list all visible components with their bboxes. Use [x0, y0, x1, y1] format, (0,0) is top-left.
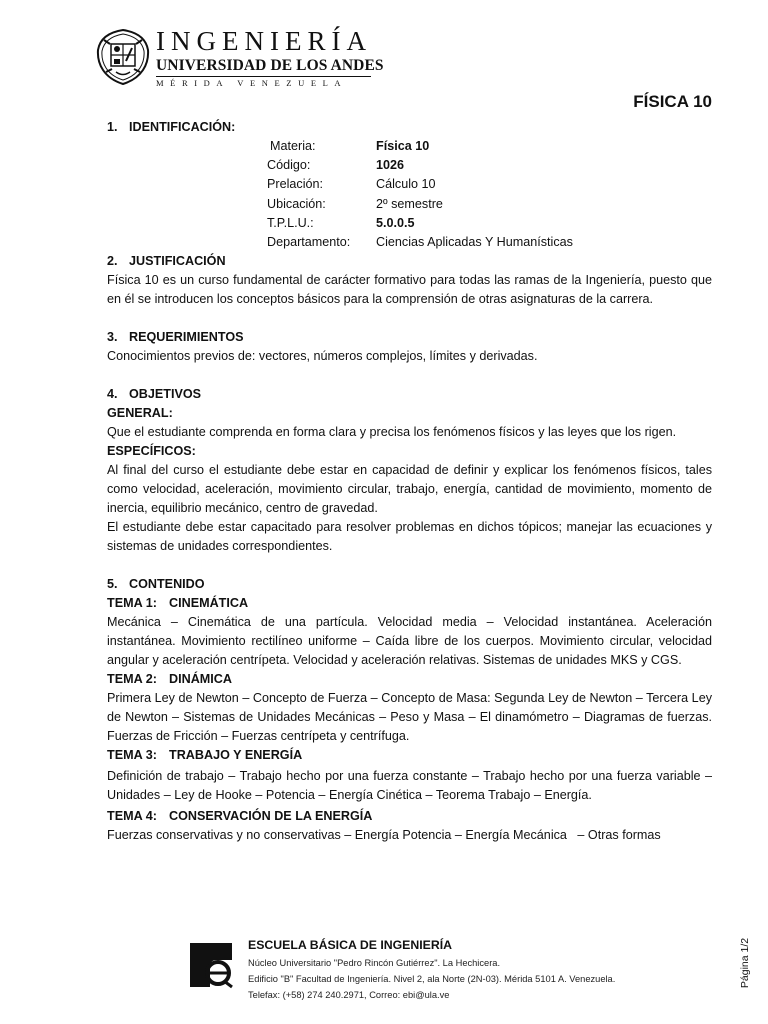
- footer-contact: Telefax: (+58) 274 240.2971, Correo: ebi@ula.ve: [248, 990, 450, 1000]
- school-footer: [186, 938, 646, 1008]
- objetivos-especificos-label: ESPECÍFICOS:: [107, 444, 196, 459]
- section-number: 1.: [107, 120, 118, 134]
- table-row: [267, 175, 573, 194]
- tema-text: Mecánica – Cinemática de una partícula. Velocidad media – Velocidad instantánea. Aceleración instantánea. Movimiento rectilíneo uniforme – Caída libre de los cuerpos. Movimiento circular, velocidad angular y aceleración centrípeta. Velocidad y aceleración relativas. Sistemas de unidades MKS y CGS.: [107, 615, 712, 668]
- page-number: [730, 935, 750, 995]
- row-key: Ubicación:: [267, 196, 326, 211]
- row-value: 1026: [376, 158, 405, 173]
- justificacion-text: Física 10 es un curso fundamental de carácter formativo para todas las ramas de la Ingeniería, puesto que en él se introducen los conceptos básicos para la comprensión de otras asignaturas de la carrera.: [107, 273, 712, 307]
- tema-text: Primera Ley de Newton – Concepto de Fuerza – Concepto de Masa: Segunda Ley de Newton – Tercera Ley de Newton – Sistemas de Unidades Mecánicas – Peso y Masa – El dinamómetro – Diagramas de fuerzas. Fuerzas de Fricción – Fuerzas centrípeta y centrífuga.: [107, 691, 712, 744]
- row-key: T.P.L.U.:: [267, 215, 314, 230]
- tema-label: TEMA 3:: [107, 748, 157, 763]
- document-title: FÍSICA 10: [633, 92, 712, 111]
- tema-text: Fuerzas conservativas y no conservativas – Energía Potencia – Energía Mecánica – Otras formas: [107, 828, 661, 843]
- section-identificacion-heading: [107, 118, 712, 137]
- tema-heading: [107, 594, 712, 613]
- tema-name: DINÁMICA: [169, 672, 232, 687]
- section-number: 5.: [107, 577, 118, 592]
- page-number-label: Página 1/2: [739, 937, 752, 989]
- tema-text: Definición de trabajo – Trabajo hecho por una fuerza constante – Trabajo hecho por una fuerza variable – Unidades – Ley de Hooke – Potencia – Energía Cinética – Teorema Trabajo – Energía.: [107, 769, 712, 803]
- tema-heading: [107, 746, 712, 765]
- objetivos-general-text: Que el estudiante comprenda en forma clara y precisa los fenómenos físicos y las leyes que los rigen.: [107, 425, 677, 440]
- objetivos-general-label: GENERAL:: [107, 406, 173, 421]
- footer-address: Núcleo Universitario "Pedro Rincón Gutiérrez". La Hechicera.: [248, 958, 501, 968]
- tema-name: TRABAJO Y ENERGÍA: [169, 748, 303, 763]
- row-value: Cálculo 10: [376, 177, 436, 192]
- row-value: Ciencias Aplicadas Y Humanísticas: [376, 234, 573, 249]
- tema-label: TEMA 1:: [107, 596, 157, 611]
- identification-table: [267, 137, 573, 252]
- section-objetivos-heading: [107, 385, 712, 404]
- section-title: OBJETIVOS: [129, 387, 202, 402]
- table-row: [267, 195, 573, 214]
- table-row: [267, 214, 573, 233]
- section-contenido-heading: [107, 575, 712, 594]
- table-row: [267, 156, 573, 175]
- tema-heading: [107, 670, 712, 689]
- school-logo-icon: [186, 940, 236, 990]
- section-title: CONTENIDO: [129, 577, 205, 592]
- row-key: Código:: [267, 158, 311, 173]
- table-row: [267, 233, 573, 252]
- tema-name: CINEMÁTICA: [169, 596, 249, 611]
- section-title: REQUERIMIENTOS: [129, 330, 244, 345]
- table-row: [267, 137, 573, 156]
- tema-heading: [107, 807, 712, 826]
- document-body: [107, 118, 712, 845]
- requerimientos-text: Conocimientos previos de: vectores, números complejos, límites y derivadas.: [107, 349, 538, 364]
- tema-label: TEMA 2:: [107, 672, 157, 687]
- brand-university: UNIVERSIDAD DE LOS ANDES: [156, 57, 384, 74]
- row-value: 2º semestre: [376, 196, 443, 211]
- section-title: JUSTIFICACIÓN: [129, 254, 226, 269]
- row-value: Física 10: [376, 139, 430, 153]
- row-key: Materia:: [270, 139, 316, 153]
- section-number: 2.: [107, 254, 118, 269]
- row-key: Prelación:: [267, 177, 324, 192]
- row-value: 5.0.0.5: [376, 215, 415, 230]
- tema-name: CONSERVACIÓN DE LA ENERGÍA: [169, 809, 373, 824]
- section-justificacion-heading: [107, 252, 712, 271]
- brand-location: MÉRIDA VENEZUELA: [156, 78, 348, 88]
- section-requerimientos-heading: [107, 328, 712, 347]
- brand-title: INGENIERÍA: [156, 26, 372, 56]
- footer-address: Edificio "B" Facultad de Ingeniería. Nivel 2, ala Norte (2N-03). Mérida 5101 A. Venezuela.: [248, 974, 616, 984]
- brand-divider: [156, 76, 371, 77]
- university-seal-icon: [96, 28, 150, 86]
- row-key: Departamento:: [267, 234, 351, 249]
- section-number: 4.: [107, 387, 118, 402]
- university-header: [96, 26, 386, 88]
- tema-label: TEMA 4:: [107, 809, 157, 824]
- objetivos-especificos-text: El estudiante debe estar capacitado para resolver problemas en dichos tópicos; manejar las ecuaciones y sistemas de unidades correspondientes.: [107, 520, 712, 554]
- objetivos-especificos-text: Al final del curso el estudiante debe estar en capacidad de definir y explicar los fenómenos físicos, tales como velocidad, aceleración, movimiento circular, trabajo, energía, cantidad de movimiento, momento de inercia, equilibrio mecánico, centro de gravedad.: [107, 463, 712, 516]
- footer-title: ESCUELA BÁSICA DE INGENIERÍA: [248, 938, 453, 952]
- section-title: IDENTIFICACIÓN:: [129, 120, 236, 134]
- section-number: 3.: [107, 330, 118, 345]
